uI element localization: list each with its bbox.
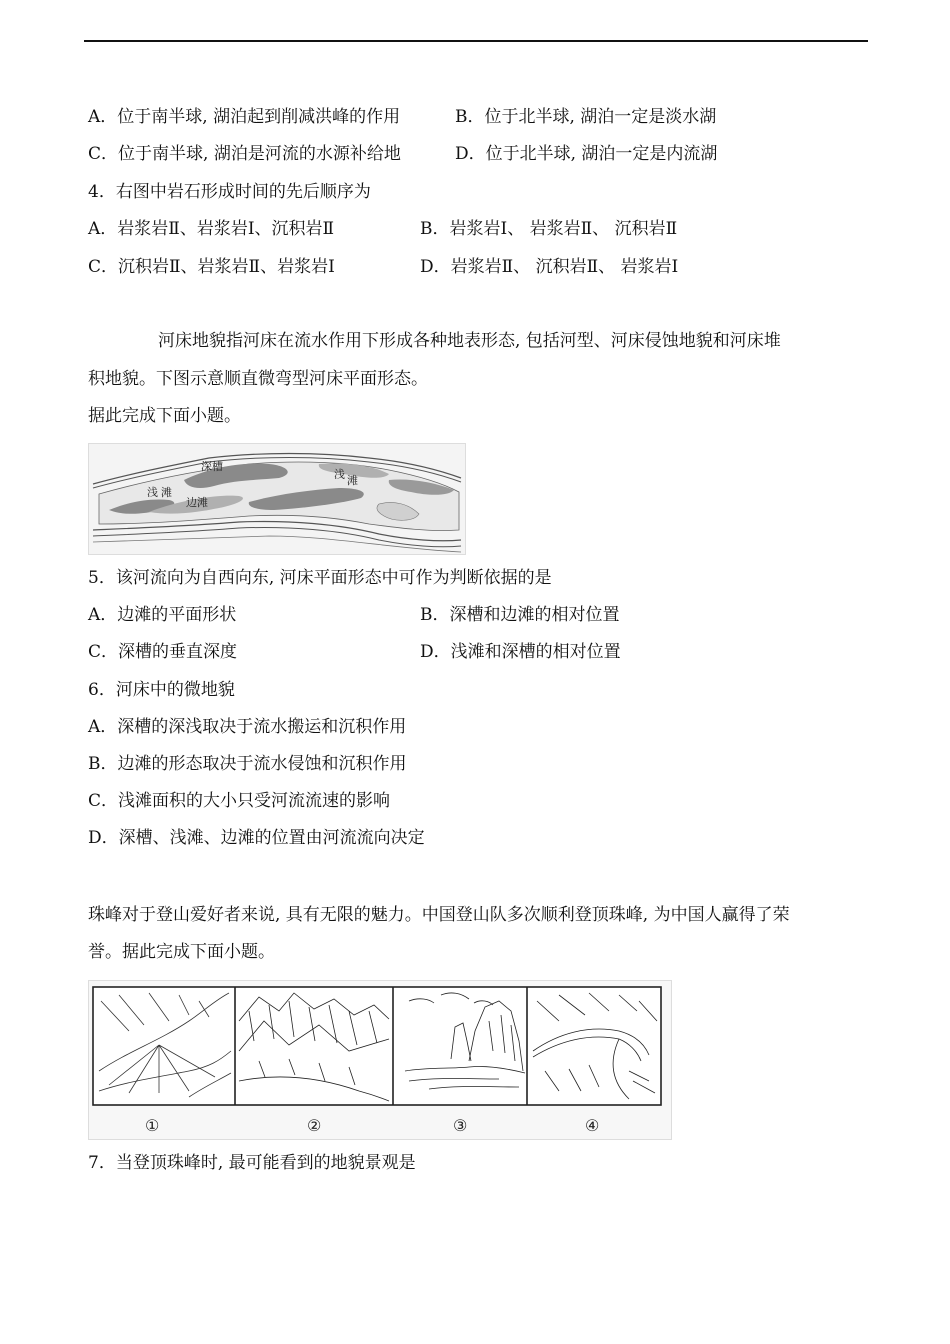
label-shoal-left: 浅 [147, 486, 158, 499]
q5-option-a: A．边滩的平面形状 [88, 605, 237, 625]
q6-option-a: A．深槽的深浅取决于流水搬运和沉积作用 [88, 717, 407, 737]
passage1-line3: 据此完成下面小题。 [88, 406, 241, 426]
q5-stem: 5．该河流向为自西向东, 河床平面形态中可作为判断依据的是 [88, 568, 552, 588]
river-bed-figure [88, 443, 466, 555]
passage1-line1: 河床地貌指河床在流水作用下形成各种地表形态, 包括河型、河床侵蚀地貌和河床堆 [158, 331, 781, 351]
q3-option-b: B．位于北半球, 湖泊一定是淡水湖 [455, 107, 717, 127]
label-shoal-right-2: 滩 [347, 474, 358, 487]
q6-option-b: B．边滩的形态取决于流水侵蚀和沉积作用 [88, 754, 407, 774]
landscape-svg [89, 981, 671, 1139]
q5-option-b: B．深槽和边滩的相对位置 [420, 605, 620, 625]
q6-stem: 6．河床中的微地貌 [88, 680, 235, 700]
river-bed-svg [89, 444, 465, 554]
panel-label-4: ④ [585, 1116, 600, 1135]
q5-option-c: C．深槽的垂直深度 [88, 642, 238, 662]
label-side-bar: 边滩 [186, 496, 208, 509]
q6-option-c: C．浅滩面积的大小只受河流流速的影响 [88, 791, 391, 811]
panel-label-3: ③ [453, 1116, 468, 1135]
label-deep-trough: 深槽 [201, 460, 223, 473]
q4-option-d: D．岩浆岩Ⅱ、 沉积岩Ⅱ、 岩浆岩Ⅰ [420, 257, 679, 277]
passage2-line2: 誉。据此完成下面小题。 [88, 942, 275, 962]
q3-option-d: D．位于北半球, 湖泊一定是内流湖 [455, 144, 718, 164]
q4-option-c: C．沉积岩Ⅱ、岩浆岩Ⅱ、岩浆岩Ⅰ [88, 257, 335, 277]
q3-option-a: A．位于南半球, 湖泊起到削减洪峰的作用 [88, 107, 401, 127]
q3-option-c: C．位于南半球, 湖泊是河流的水源补给地 [88, 144, 401, 164]
q4-option-b: B．岩浆岩Ⅰ、 岩浆岩Ⅱ、 沉积岩Ⅱ [420, 219, 678, 239]
label-shoal-right: 浅 [334, 468, 345, 481]
panel-label-2: ② [307, 1116, 322, 1135]
q7-stem: 7．当登顶珠峰时, 最可能看到的地貌景观是 [88, 1153, 416, 1173]
passage1-line2: 积地貌。下图示意顺直微弯型河床平面形态。 [88, 369, 428, 389]
q6-option-d: D．深槽、浅滩、边滩的位置由河流流向决定 [88, 828, 425, 848]
q4-stem: 4．右图中岩石形成时间的先后顺序为 [88, 182, 371, 202]
panel-label-1: ① [145, 1116, 160, 1135]
passage2-line1: 珠峰对于登山爱好者来说, 具有无限的魅力。中国登山队多次顺利登顶珠峰, 为中国人赢得了荣 [88, 905, 790, 925]
landscape-figure [88, 980, 672, 1140]
q5-option-d: D．浅滩和深槽的相对位置 [420, 642, 621, 662]
q4-option-a: A．岩浆岩Ⅱ、岩浆岩Ⅰ、沉积岩Ⅱ [88, 219, 335, 239]
label-shoal-left-2: 滩 [161, 486, 172, 499]
header-rule [84, 40, 868, 42]
